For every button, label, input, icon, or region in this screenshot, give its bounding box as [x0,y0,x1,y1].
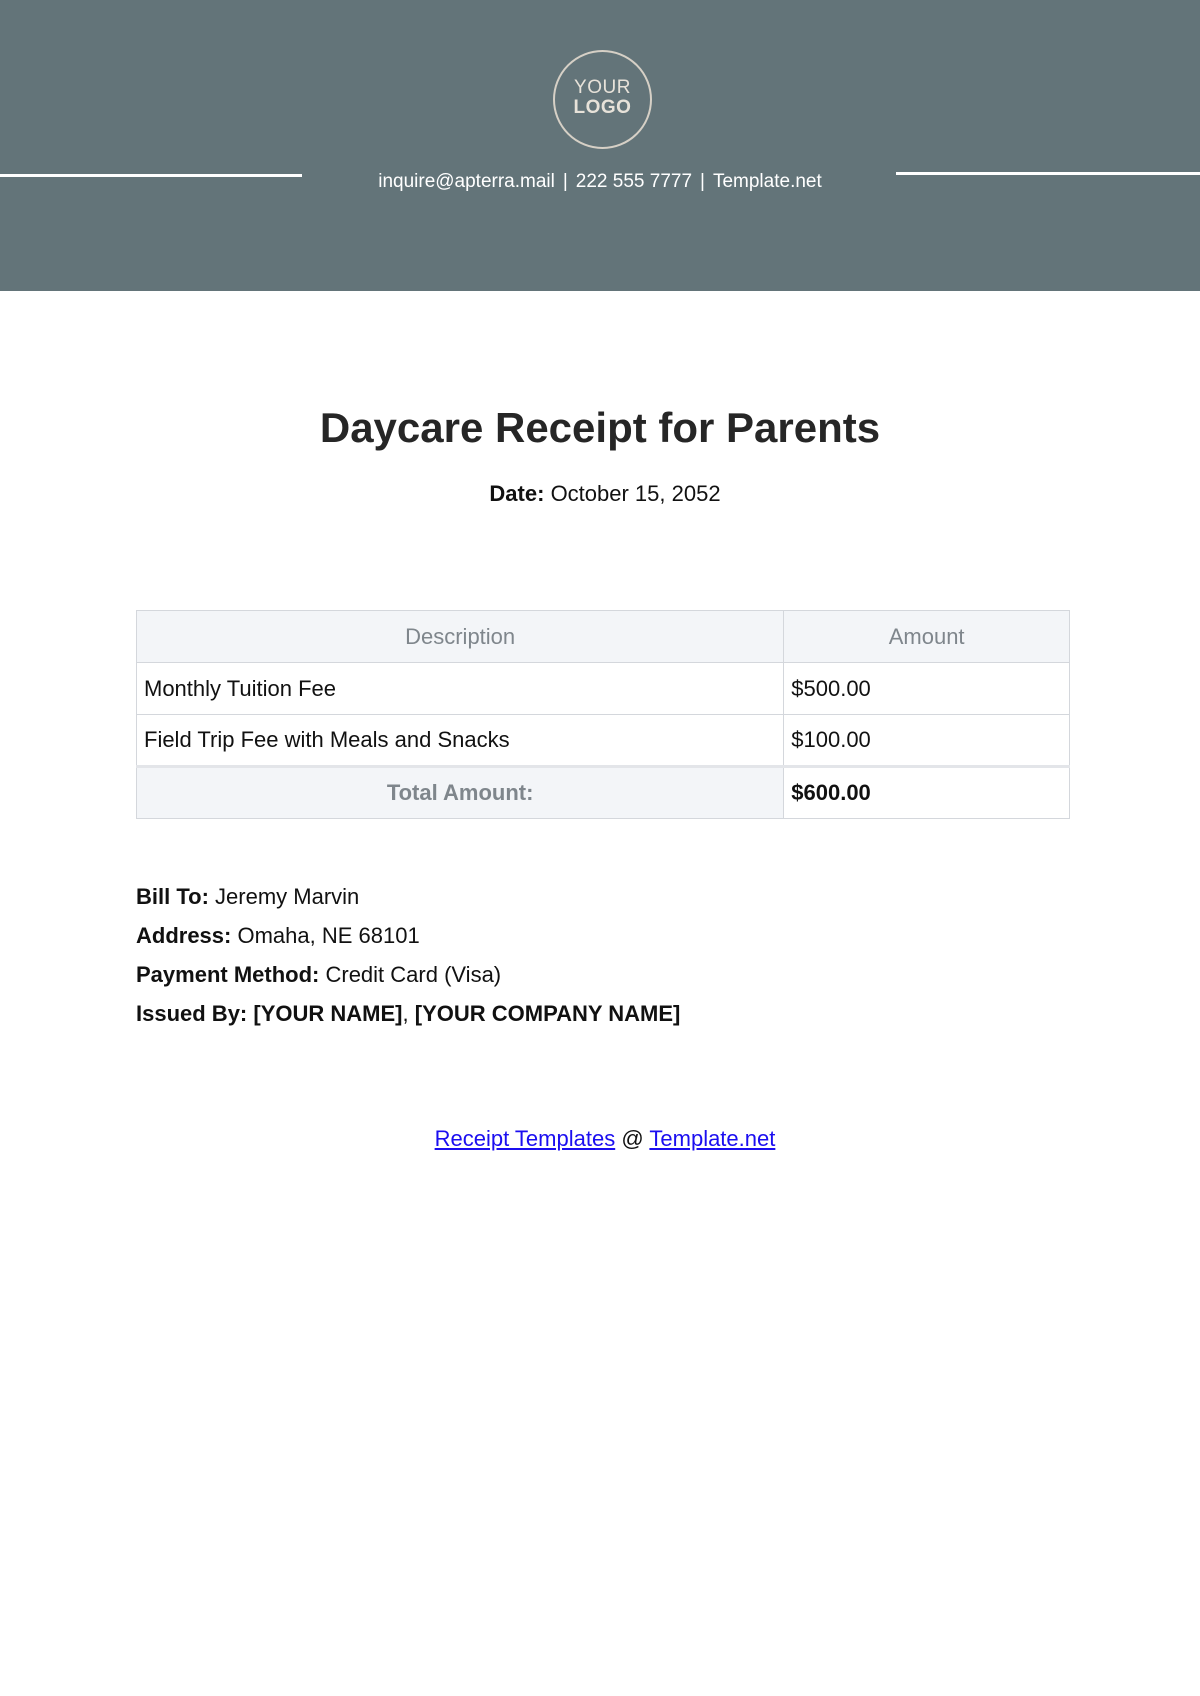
contact-email: inquire@apterra.mail [378,171,555,192]
total-row [137,767,1070,819]
bill-to-value: Jeremy Marvin [215,884,360,909]
table-row [137,715,1070,767]
receipt-table [136,610,1070,819]
address-value: Omaha, NE 68101 [237,923,420,948]
issued-by-comma: , [402,1001,409,1026]
address-line [136,916,680,955]
issued-by-name: [YOUR NAME] [253,1001,403,1026]
total-value: $600.00 [784,767,1070,819]
footer [0,1126,1200,1152]
template-net-link[interactable]: Template.net [649,1126,776,1151]
bill-to-line [136,877,680,916]
logo [553,50,652,149]
issued-by-company: [YOUR COMPANY NAME] [414,1001,681,1026]
bill-to-label: Bill To: [136,884,209,909]
issued-by-label: Issued By: [136,1001,248,1026]
column-header-amount: Amount [784,611,1070,663]
table-header-row [137,611,1070,663]
date-value: October 15, 2052 [550,481,721,506]
contact-info [300,170,900,194]
payment-method-value: Credit Card (Visa) [325,962,502,987]
contact-separator: | [562,171,568,192]
logo-line-1: YOUR [574,77,631,98]
header-banner [0,0,1200,291]
row-description: Monthly Tuition Fee [137,663,784,715]
table-row [137,663,1070,715]
header-divider-right [896,172,1200,175]
column-header-description: Description [137,611,784,663]
payment-method-line [136,955,680,994]
payment-method-label: Payment Method: [136,962,320,987]
page-title: Daycare Receipt for Parents [319,404,881,451]
contact-separator: | [700,171,705,192]
receipt-templates-link[interactable]: Receipt Templates [434,1126,616,1151]
logo-line-2: LOGO [573,97,632,118]
contact-website: Template.net [712,171,822,192]
issued-by-line [136,994,680,1033]
footer-at: @ [621,1126,644,1151]
billing-details [136,877,680,1033]
address-label: Address: [136,923,232,948]
row-description: Field Trip Fee with Meals and Snacks [137,715,784,767]
header-divider-left [0,174,302,177]
contact-phone: 222 555 7777 [575,171,693,192]
receipt-date [0,479,1200,509]
row-amount: $100.00 [784,715,1070,767]
total-label: Total Amount: [137,767,784,819]
date-label: Date: [489,481,545,506]
row-amount: $500.00 [784,663,1070,715]
